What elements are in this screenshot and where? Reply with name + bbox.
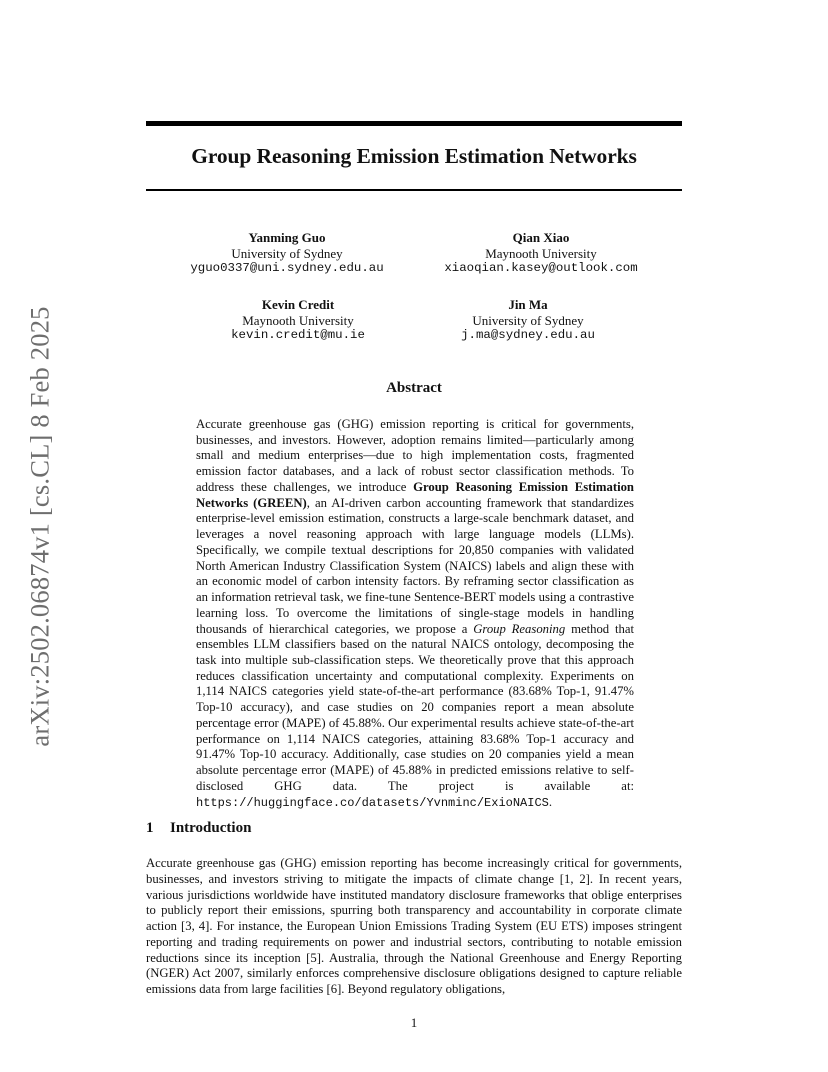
- title-bottom-rule: [146, 189, 682, 191]
- author-name: Yanming Guo: [248, 230, 326, 245]
- introduction-paragraph: Accurate greenhouse gas (GHG) emission reporting has become increasingly critical for governments, businesses, and investors striving to mitigate the impacts of climate change [1, 2]. In recent years, various jurisdictions worldwide have instituted mandatory disclosure frameworks that oblige enterprises to publicly report their emissions, spurring both transparency and accountability in corporate climate action [3, 4]. For instance, the European Union Emissions Trading System (EU ETS) imposes stringent reporting and trading requirements on power and industrial sectors, contributing to notable emission reductions since its inception [5]. Australia, through the National Greenhouse and Energy Reporting (NGER) Act 2007, similarly enforces comprehensive disclosure obligations designed to capture reliable emissions data from large facilities [6]. Beyond regulatory obligations,: [146, 856, 682, 996]
- author-name: Jin Ma: [508, 297, 548, 312]
- section-heading-introduction: [146, 820, 251, 837]
- author-email: kevin.credit@mu.ie: [231, 328, 365, 342]
- author-block: [398, 297, 658, 344]
- author-email: xiaoqian.kasey@outlook.com: [444, 261, 638, 275]
- author-email: j.ma@sydney.edu.au: [461, 328, 595, 342]
- section-number: 1: [146, 820, 154, 836]
- arxiv-identifier-stamp: [14, 298, 66, 754]
- author-affiliation: University of Sydney: [231, 245, 343, 261]
- author-name: Kevin Credit: [261, 297, 335, 312]
- page-number: 1: [410, 1015, 418, 1030]
- author-affiliation: Maynooth University: [485, 245, 597, 261]
- abstract-text: method that ensembles LLM classifiers based on the natural NAICS ontology, decomposing the task into multiple sub-classification steps. We theoretically prove that this approach reduces classification uncertainty and computational complexity. Experiments on 1,114 NAICS categories yield state-of-the-art performance (83.68% Top-1, 91.47% Top-10 accuracy), and case studies on 20 companies report a mean absolute percentage error (MAPE) of 45.88%. Our experimental results achieve state-of-the-art performance on 1,114 NAICS categories, attaining 83.68% Top-1 accuracy and 91.47% Top-10 accuracy. Additionally, case studies on 20 companies yield a mean absolute percentage error (MAPE) of 45.88% in predicted emissions relative to self-disclosed GHG data. The project is available at:: [196, 621, 634, 793]
- abstract-body: [196, 417, 634, 811]
- paper-title: Group Reasoning Emission Estimation Networks: [191, 144, 637, 168]
- author-email: yguo0337@uni.sydney.edu.au: [190, 261, 384, 275]
- abstract-heading: Abstract: [386, 380, 442, 396]
- abstract-text: , an AI-driven carbon accounting framework that standardizes enterprise-level emission estimation, constructs a large-scale benchmark dataset, and leverages a novel reasoning approach with large language models (LLMs). Specifically, we compile textual descriptions for 20,850 companies with validated North American Industry Classification System (NAICS) labels and align these with an economic model of carbon intensity factors. By reframing sector classification as an information retrieval task, we fine-tune Sentence-BERT models using a contrastive learning loss. To overcome the limitations of single-stage models in handling thousands of hierarchical categories, we propose a: [196, 495, 634, 636]
- abstract-text-end: .: [548, 794, 553, 809]
- author-block: [157, 230, 417, 277]
- author-block: [411, 230, 671, 277]
- arxiv-identifier: arXiv:2502.06874v1 [cs.CL] 8 Feb 2025: [24, 305, 55, 747]
- author-name: Qian Xiao: [512, 230, 570, 245]
- project-url-link[interactable]: https://huggingface.co/datasets/Yvnminc/ExioNAICS: [196, 795, 549, 810]
- abstract-italic-text: Group Reasoning: [473, 621, 566, 636]
- author-affiliation: University of Sydney: [472, 312, 584, 328]
- abstract-bold-text: Group Reasoning Emission Estimation Networks (GREEN): [196, 479, 634, 510]
- author-block: [168, 297, 428, 344]
- section-title: Introduction: [170, 820, 252, 836]
- title-top-rule: [146, 121, 682, 126]
- abstract-text: Accurate greenhouse gas (GHG) emission reporting is critical for governments, businesses, and investors. However, adoption remains limited—particularly among small and medium enterprises—due to high implementation costs, fragmented emission factor databases, and a lack of robust sector classification methods. To address these challenges, we introduce: [196, 417, 634, 494]
- author-affiliation: Maynooth University: [242, 312, 354, 328]
